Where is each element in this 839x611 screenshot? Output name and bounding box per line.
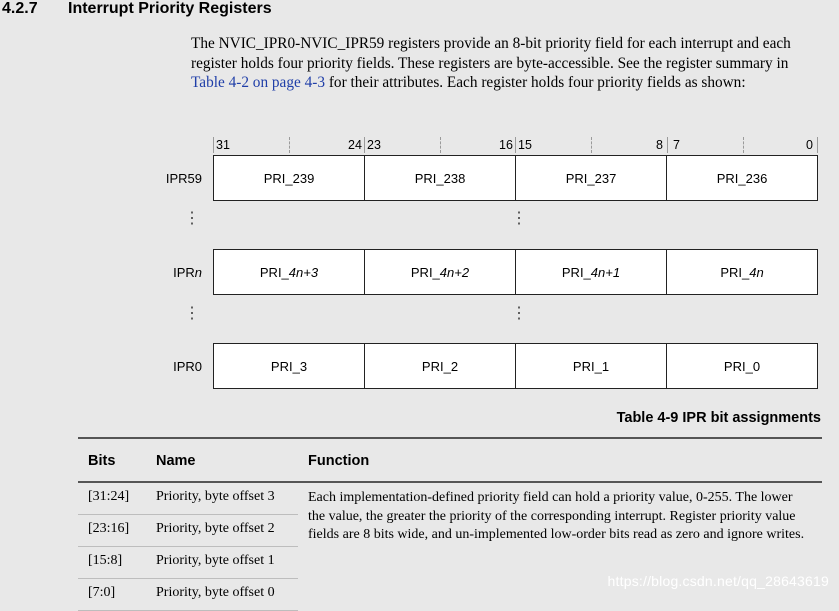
priority-field: PRI_237 (516, 156, 667, 200)
register-label: IPR0 (173, 359, 202, 374)
column-header: Function (298, 438, 822, 482)
bit-label: 7 (673, 138, 680, 152)
priority-field: PRI_1 (516, 344, 667, 388)
column-header: Bits (78, 438, 146, 482)
section-number: 4.2.7 (2, 0, 38, 17)
priority-field: PRI_239 (214, 156, 365, 200)
watermark: https://blog.csdn.net/qq_28643619 (607, 573, 829, 589)
bit-header (213, 137, 818, 154)
bit-tick (743, 137, 744, 153)
register-ipr0 (213, 343, 818, 389)
bit-tick (667, 137, 668, 153)
bit-tick (591, 137, 592, 153)
column-header: Name (146, 438, 298, 482)
field-prefix: PRI_ (410, 264, 440, 280)
bits-cell: [31:24] (78, 482, 146, 515)
register-label-index: n (194, 265, 202, 280)
name-cell: Priority, byte offset 2 (146, 515, 298, 547)
field-prefix: PRI_ (259, 264, 289, 280)
priority-field: PRI_236 (716, 170, 768, 186)
ellipsis-vertical: ⋮ (511, 210, 527, 227)
register-ipr59 (213, 155, 818, 201)
priority-field: PRI_3 (214, 344, 365, 388)
priority-field (365, 250, 516, 294)
bit-tick (213, 137, 214, 153)
bits-cell: [23:16] (78, 515, 146, 547)
register-label (150, 265, 202, 280)
register-label: IPR59 (165, 171, 202, 186)
bit-tick (515, 137, 516, 153)
field-prefix: PRI_ (561, 264, 591, 280)
function-cell: Each implementation-defined priority field can hold a priority value, 0-255. The lower the value, the greater the priority of the corresponding interrupt. Register priority value fields are 8 bits wide, and un-implemented low-order bits read as zero and ignore writes. (308, 490, 805, 542)
bits-cell: [15:8] (78, 547, 146, 579)
bit-label: 8 (656, 138, 663, 152)
field-index: 4n+2 (439, 264, 470, 280)
priority-field (214, 250, 365, 294)
table-header-row (78, 438, 822, 482)
table-link[interactable]: Table 4-2 on page 4-3 (191, 74, 326, 91)
bits-cell: [7:0] (78, 579, 146, 611)
bit-label: 31 (216, 138, 230, 152)
priority-field: PRI_238 (365, 156, 516, 200)
bit-tick (364, 137, 365, 153)
register-iprn (213, 249, 818, 295)
name-cell: Priority, byte offset 3 (146, 482, 298, 515)
bit-label: 0 (806, 138, 813, 152)
name-cell: Priority, byte offset 0 (146, 579, 298, 611)
field-prefix: PRI_ (720, 264, 750, 280)
field-index: 4n (749, 264, 764, 280)
bit-label: 15 (518, 138, 532, 152)
section-title: Interrupt Priority Registers (68, 0, 272, 17)
bit-label: 24 (348, 138, 362, 152)
bit-label: 23 (367, 138, 381, 152)
bit-tick (817, 137, 818, 153)
bit-tick (440, 137, 441, 153)
priority-field (667, 250, 817, 294)
priority-field: PRI_0 (723, 358, 761, 374)
bit-label: 16 (499, 138, 513, 152)
ellipsis-vertical: ⋮ (184, 210, 200, 227)
priority-field: PRI_2 (365, 344, 516, 388)
ellipsis-vertical: ⋮ (511, 305, 527, 322)
table-caption: Table 4-9 IPR bit assignments (616, 410, 821, 426)
field-index: 4n+1 (590, 264, 621, 280)
priority-field (516, 250, 667, 294)
name-cell: Priority, byte offset 1 (146, 547, 298, 579)
ellipsis-vertical: ⋮ (184, 305, 200, 322)
intro-text-end: for their attributes. Each register holds four priority fields as shown: (325, 74, 746, 91)
intro-text: The NVIC_IPR0-NVIC_IPR59 registers provide an 8-bit priority field for each interrupt and each register holds four priority fields. These registers are byte-accessible. See the register summary in (191, 35, 791, 72)
register-label-prefix: IPR (173, 265, 195, 280)
intro-paragraph (191, 34, 821, 93)
bit-tick (289, 137, 290, 153)
table-row (78, 482, 822, 515)
field-index: 4n+3 (288, 264, 319, 280)
